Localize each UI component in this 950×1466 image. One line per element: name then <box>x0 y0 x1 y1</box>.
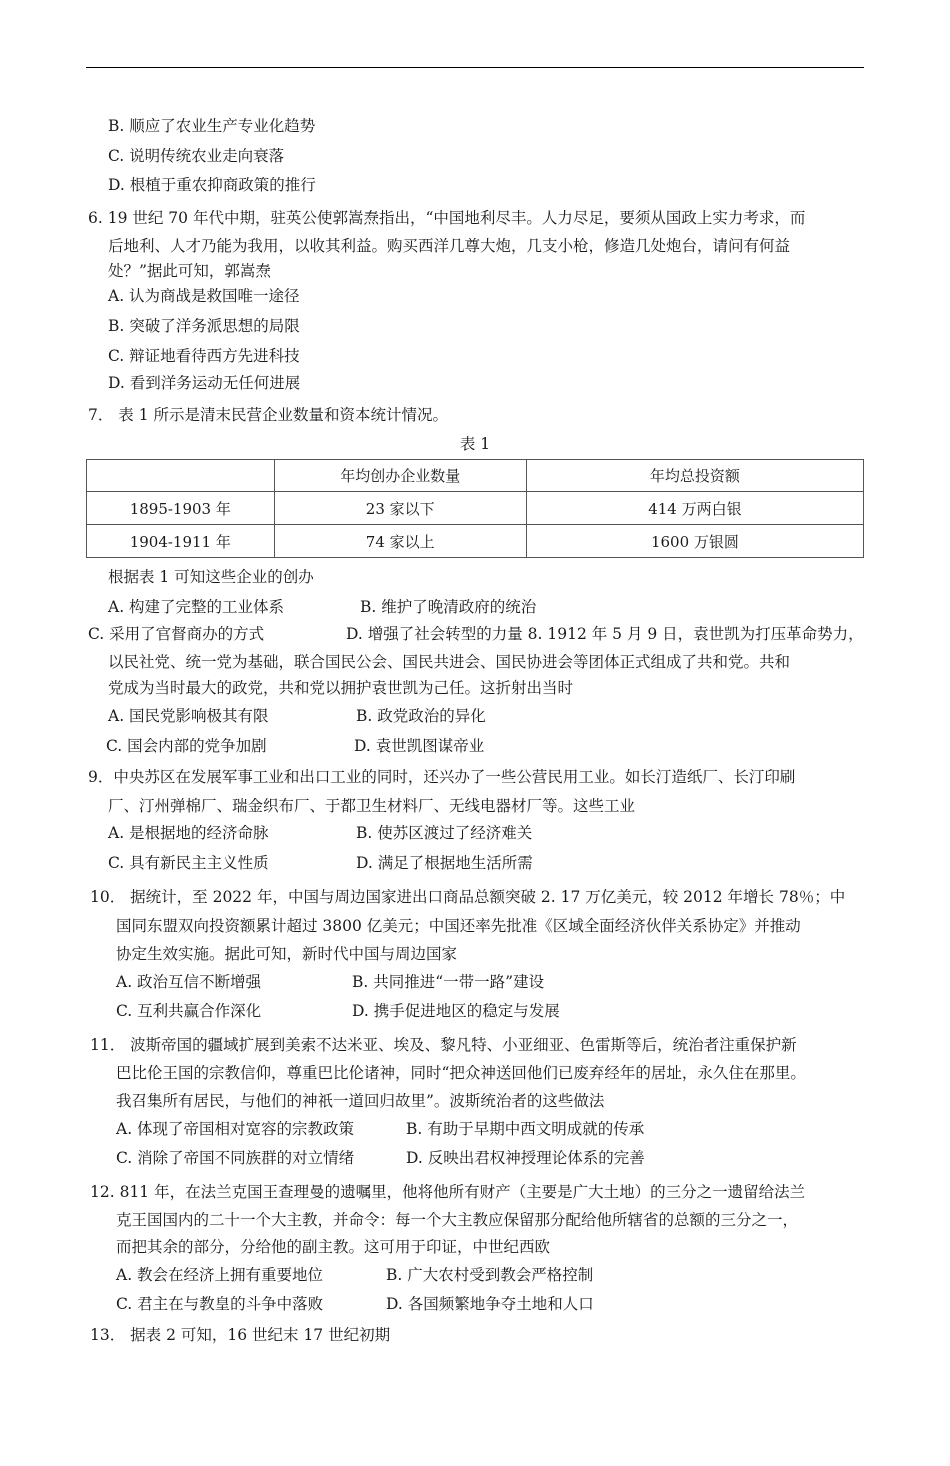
q7-option-a: A. 构建了完整的工业体系 <box>108 598 285 616</box>
table-cell: 414 万两白银 <box>526 492 863 525</box>
q11-option-a: A. 体现了帝国相对宽容的宗教政策 <box>116 1120 355 1138</box>
q9-option-b: B. 使苏区渡过了经济难关 <box>356 824 533 842</box>
q12-option-c: C. 君主在与教皇的斗争中落败 <box>116 1295 324 1313</box>
q10-option-d: D. 携手促进地区的稳定与发展 <box>352 1002 560 1020</box>
q5-option-d: D. 根植于重农抑商政策的推行 <box>108 176 316 194</box>
q11-option-c: C. 消除了帝国不同族群的对立情绪 <box>116 1149 355 1167</box>
q12-option-b: B. 广大农村受到教会严格控制 <box>386 1266 594 1284</box>
q6-option-a: A. 认为商战是救国唯一途径 <box>108 287 300 305</box>
q7-stem: 7． 表 1 所示是清末民营企业数量和资本统计情况。 <box>88 406 449 424</box>
table1-caption: 表 1 <box>459 435 491 453</box>
q5-option-c: C. 说明传统农业走向衰落 <box>108 147 285 165</box>
q11-stem-line1: 11． 波斯帝国的疆域扩展到美索不达米亚、埃及、黎凡特、小亚细亚、色雷斯等后，统治者注重保护新 <box>90 1036 797 1054</box>
q6-option-d: D. 看到洋务运动无任何进展 <box>108 374 301 392</box>
q6-stem-line2: 后地利、人才乃能为我用，以收其利益。购买西洋几尊大炮，几支小枪，修造几处炮台，请问有何益 <box>108 237 791 255</box>
table-cell: 74 家以上 <box>274 525 526 558</box>
q9-option-a: A. 是根据地的经济命脉 <box>108 824 269 842</box>
q8-option-d: D. 袁世凯图谋帝业 <box>354 737 485 755</box>
q8-stem-line2: 以民社党、统一党为基础，联合国民公会、国民共进会、国民协进会等团体正式组成了共和党。共和 <box>108 653 791 671</box>
table-header-cell: 年均总投资额 <box>526 460 863 492</box>
table-cell: 1904-1911 年 <box>87 525 275 558</box>
q8-option-b: B. 政党政治的异化 <box>356 707 486 725</box>
q13-stem-line1: 13． 据表 2 可知，16 世纪末 17 世纪初期 <box>90 1326 391 1344</box>
q12-option-d: D. 各国频繁地争夺土地和人口 <box>386 1295 594 1313</box>
q12-stem-line1: 12. 811 年，在法兰克国王查理曼的遗嘱里，他将他所有财产（主要是广大土地）的三分之一遗留给法兰 <box>90 1183 806 1201</box>
q8-option-a: A. 国民党影响极其有限 <box>108 707 269 725</box>
table-cell: 1895-1903 年 <box>87 492 275 525</box>
q12-option-a: A. 教会在经济上拥有重要地位 <box>116 1266 324 1284</box>
header-rule <box>86 67 864 68</box>
table1 <box>86 459 864 558</box>
q12-stem-line2: 克王国国内的二十一个大主教，并命令：每一个大主教应保留那分配给他所辖省的总额的三分之一， <box>116 1211 799 1229</box>
q6-option-b: B. 突破了洋务派思想的局限 <box>108 317 300 335</box>
q9-stem-line1: 9．中央苏区在发展军事工业和出口工业的同时，还兴办了一些公营民用工业。如长汀造纸厂、长汀印刷 <box>88 768 796 786</box>
q9-option-d: D. 满足了根据地生活所需 <box>356 854 533 872</box>
q10-stem-line1: 10． 据统计，至 2022 年，中国与周边国家进出口商品总额突破 2. 17 万亿美元，较 2012 年增长 78％；中 <box>90 888 846 906</box>
table-row <box>87 492 864 525</box>
q10-option-c: C. 互利共赢合作深化 <box>116 1002 262 1020</box>
table-cell: 23 家以下 <box>274 492 526 525</box>
q11-stem-line3: 我召集所有居民，与他们的神祇一道回归故里”。波斯统治者的这些做法 <box>116 1092 605 1110</box>
q7-option-d-q8-start: D. 增强了社会转型的力量 8. 1912 年 5 月 9 日，袁世凯为打压革命势力， <box>346 625 864 643</box>
q12-stem-line3: 而把其余的部分，分给他的副主教。这可用于印证，中世纪西欧 <box>116 1238 551 1256</box>
q6-option-c: C. 辩证地看待西方先进科技 <box>108 347 300 365</box>
q11-stem-line2: 巴比伦王国的宗教信仰，尊重巴比伦诸神，同时“把众神送回他们已废弃经年的居址，永久住在那里。 <box>116 1064 806 1082</box>
q6-stem-line1: 6. 19 世纪 70 年代中期，驻英公使郭嵩焘指出，“中国地利尽丰。人力尽足，要须从国政上实力考求，而 <box>88 209 806 227</box>
q11-option-b: B. 有助于早期中西文明成就的传承 <box>406 1120 645 1138</box>
table-header-cell: 年均创办企业数量 <box>274 460 526 492</box>
q5-option-b: B. 顺应了农业生产专业化趋势 <box>108 117 316 135</box>
q9-stem-line2: 厂、汀州弹棉厂、瑞金织布厂、于都卫生材料厂、无线电器材厂等。这些工业 <box>108 797 636 815</box>
q10-option-b: B. 共同推进“一带一路”建设 <box>352 973 545 991</box>
q6-stem-line3: 处？”据此可知，郭嵩焘 <box>108 262 271 280</box>
table-header-row <box>87 460 864 492</box>
q10-option-a: A. 政治互信不断增强 <box>116 973 262 991</box>
q8-option-c: C. 国会内部的党争加剧 <box>106 737 267 755</box>
q7-option-c: C. 采用了官督商办的方式 <box>88 625 265 643</box>
q11-option-d: D. 反映出君权神授理论体系的完善 <box>406 1149 645 1167</box>
table-header-cell <box>87 460 275 492</box>
q7-option-b: B. 维护了晚清政府的统治 <box>360 598 537 616</box>
table-cell: 1600 万银圆 <box>526 525 863 558</box>
q8-stem-line3: 党成为当时最大的政党，共和党以拥护袁世凯为己任。这折射出当时 <box>108 679 574 697</box>
q10-stem-line3: 协定生效实施。据此可知，新时代中国与周边国家 <box>116 945 458 963</box>
q10-stem-line2: 国同东盟双向投资额累计超过 3800 亿美元；中国还率先批准《区域全面经济伙伴关系协定》并推动 <box>116 917 801 935</box>
table-row <box>87 525 864 558</box>
q9-option-c: C. 具有新民主主义性质 <box>108 854 269 872</box>
q7-follow: 根据表 1 可知这些企业的创办 <box>108 568 314 586</box>
